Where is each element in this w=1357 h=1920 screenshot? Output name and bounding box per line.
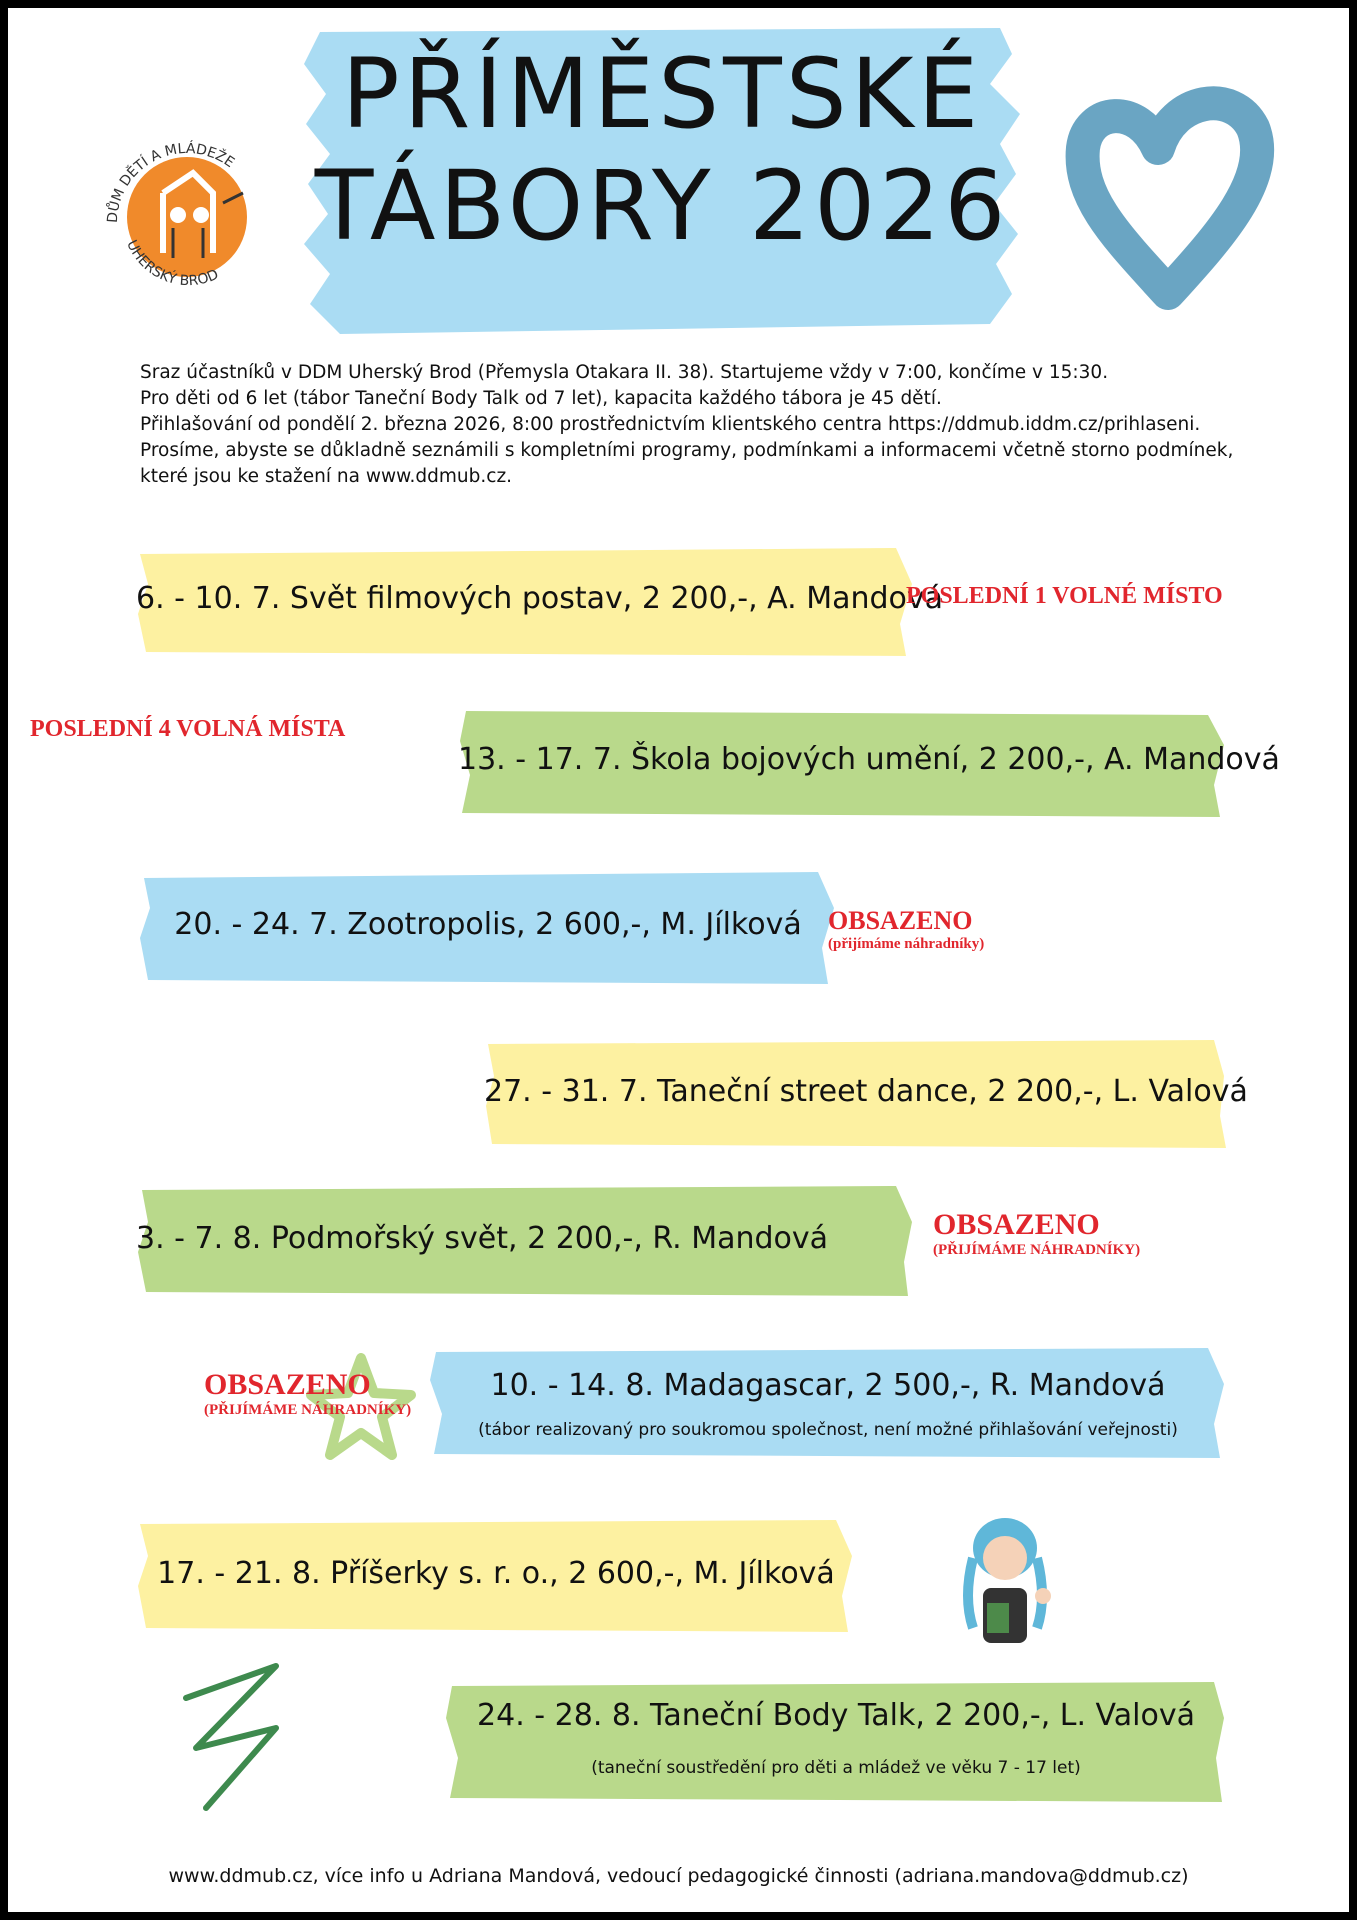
camp-8-note: (taneční soustředění pro děti a mládež ve věku 7 - 17 let) <box>591 1758 1081 1778</box>
camp-6-status-sub: (PŘIJÍMÁME NÁHRADNÍKY) <box>204 1402 412 1418</box>
camp-6-note: (tábor realizovaný pro soukromou společnost, není možné přihlašování veřejnosti) <box>478 1420 1178 1440</box>
logo-arc-bottom: UHERSKÝ BROD <box>123 237 221 290</box>
heart-icon <box>1058 68 1283 313</box>
footer-contact: www.ddmub.cz, více info u Adriana Mandová, vedoucí pedagogické činnosti (adriana.mandova@ddmub.cz) <box>168 1865 1189 1887</box>
title-line-2: TÁBORY 2026 <box>314 150 1010 262</box>
girl-illustration-icon <box>943 1508 1073 1658</box>
camp-5-status-main: OBSAZENO <box>933 1208 1100 1241</box>
camp-5-status <box>933 1208 1140 1259</box>
camp-3-status-main: OBSAZENO <box>828 906 973 935</box>
intro-line-3: Přihlašování od pondělí 2. března 2026, 8:00 prostřednictvím klientského centra https://ddmub.iddm.cz/prihlaseni. <box>140 414 1201 435</box>
camp-1-status: POSLEDNÍ 1 VOLNÉ MÍSTO <box>906 583 1223 609</box>
camp-8-title: 24. - 28. 8. Taneční Body Talk, 2 200,-, L. Valová <box>477 1698 1195 1733</box>
camp-3-status <box>828 906 984 953</box>
intro-line-4: Prosíme, abyste se důkladně seznámili s kompletními programy, podmínkami a informacemi včetně storno podmínek, které jsou ke stažení na www.ddmub.cz. <box>140 440 1234 487</box>
intro-line-2: Pro děti od 6 let (tábor Taneční Body Talk od 7 let), kapacita každého tábora je 45 dětí. <box>140 388 942 409</box>
camp-6-status <box>204 1368 411 1419</box>
poster <box>8 8 1349 1912</box>
logo-arc-top: DŮM DĚTÍ A MLÁDEŽE <box>104 140 238 224</box>
zigzag-squiggle-icon <box>176 1658 296 1818</box>
camp-4-title: 27. - 31. 7. Taneční street dance, 2 200,-, L. Valová <box>484 1074 1248 1109</box>
camp-1-title: 6. - 10. 7. Svět filmových postav, 2 200,-, A. Mandová <box>136 581 944 616</box>
camp-6-title: 10. - 14. 8. Madagascar, 2 500,-, R. Mandová <box>490 1368 1166 1403</box>
camp-2-status: POSLEDNÍ 4 VOLNÁ MÍSTA <box>30 716 346 742</box>
camp-2-title: 13. - 17. 7. Škola bojových umění, 2 200,-, A. Mandová <box>458 742 1280 777</box>
ddm-logo <box>103 133 271 301</box>
camp-5-status-sub: (PŘIJÍMÁME NÁHRADNÍKY) <box>933 1242 1141 1258</box>
camp-3-status-sub: (přijímáme náhradníky) <box>828 936 985 952</box>
camp-6-brush <box>428 1344 1228 1462</box>
camp-3-title: 20. - 24. 7. Zootropolis, 2 600,-, M. Jílková <box>174 907 802 942</box>
page-title <box>300 38 1024 262</box>
intro-line-1: Sraz účastníků v DDM Uherský Brod (Přemysla Otakara II. 38). Startujeme vždy v 7:00, končíme v 15:30. <box>140 362 1109 383</box>
camp-7-title: 17. - 21. 8. Příšerky s. r. o., 2 600,-, M. Jílková <box>157 1556 835 1591</box>
intro-text <box>140 360 1270 490</box>
camp-5-title: 3. - 7. 8. Podmořský svět, 2 200,-, R. Mandová <box>136 1221 829 1256</box>
camp-6-status-main: OBSAZENO <box>204 1368 371 1401</box>
title-line-1: PŘÍMĚSTSKÉ <box>341 38 983 150</box>
